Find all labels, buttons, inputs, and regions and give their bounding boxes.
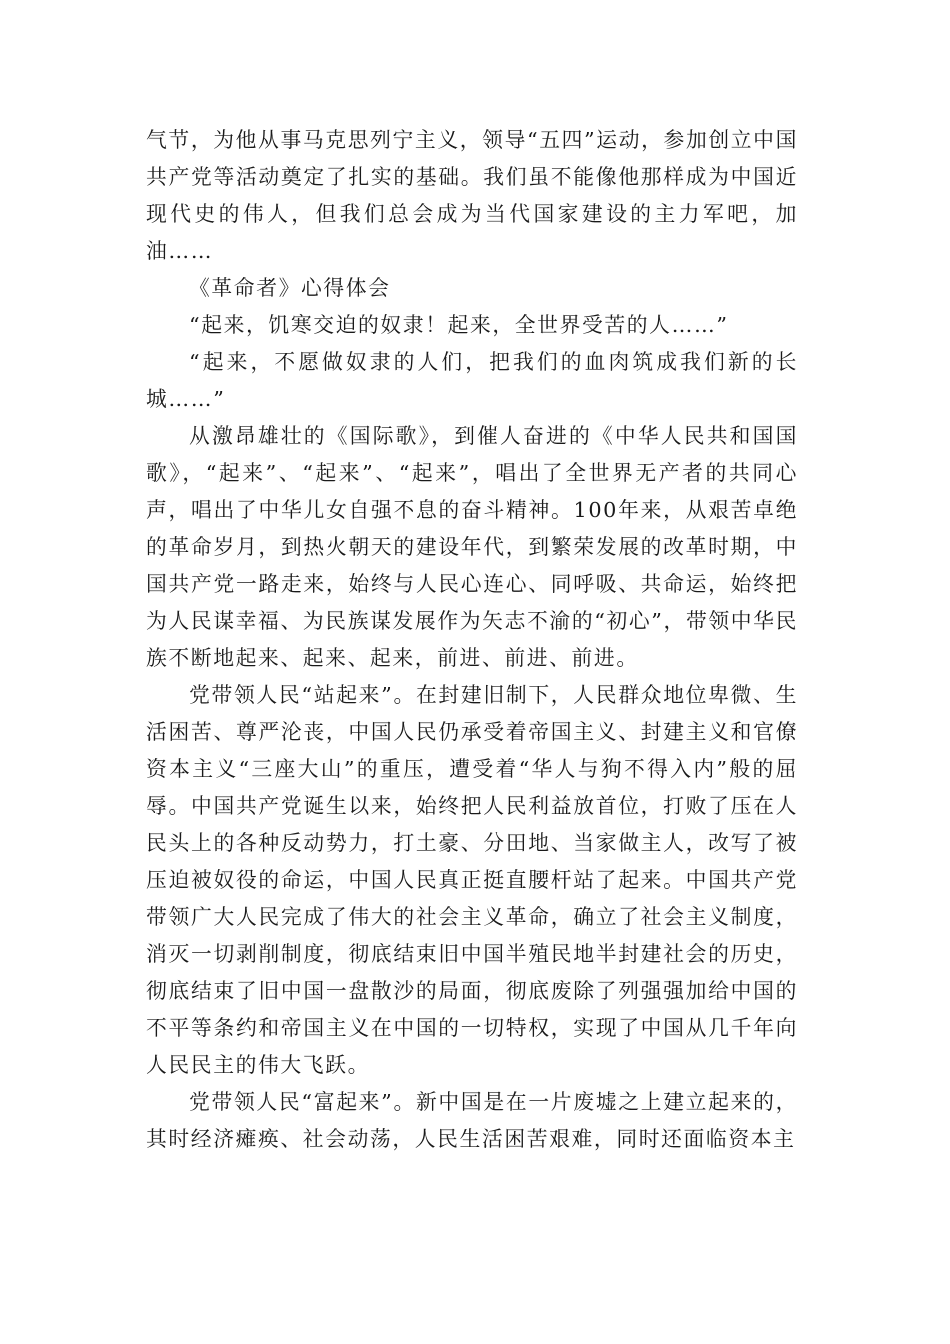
- quote-internationale: “起来，饥寒交迫的奴隶！起来，全世界受苦的人……”: [189, 313, 729, 337]
- section-title: 《革命者》心得体会: [189, 276, 391, 300]
- paragraph-stand-up: 党带领人民“站起来”。在封建旧制下，人民群众地位卑微、生活困苦、尊严沦丧，中国人民仍承受着帝国主义、封建主义和官僚资本主义“三座大山”的重压，遭受着“华人与狗不得入内”般的屈辱。中国共产党诞生以来，始终把人民利益放首位，打败了压在人民头上的各种反动势力，打土豪、分田地、当家做主人，改写了被压迫被奴役的命运，中国人民真正挺直腰杆站了起来。中国共产党带领广大人民完成了伟大的社会主义革命，确立了社会主义制度，消灭一切剥削制度，彻底结束旧中国半殖民地半封建社会的历史，彻底结束了旧中国一盘散沙的局面，彻底废除了列强强加给中国的不平等条约和帝国主义在中国的一切特权，实现了中国从几千年向人民民主的伟大飞跃。: [146, 683, 798, 1077]
- paragraph-intro: 从激昂雄壮的《国际歌》，到催人奋进的《中华人民共和国国歌》，“起来”、“起来”、“起来”，唱出了全世界无产者的共同心声，唱出了中华儿女自强不息的奋斗精神。100年来，从艰苦卓绝的革命岁月，到热火朝天的建设年代，到繁荣发展的改革时期，中国共产党一路走来，始终与人民心连心、同呼吸、共命运，始终把为人民谋幸福、为民族谋发展作为矢志不渝的“初心”，带领中华民族不断地起来、起来、起来，前进、前进、前进。: [146, 424, 798, 670]
- document-page: [146, 122, 798, 1158]
- paragraph-get-rich: 党带领人民“富起来”。新中国是在一片废墟之上建立起来的，其时经济瘫痪、社会动荡，人民生活困苦艰难，同时还面临资本主: [146, 1090, 798, 1151]
- paragraph-continuation: 气节，为他从事马克思列宁主义，领导“五四”运动，参加创立中国共产党等活动奠定了扎实的基础。我们虽不能像他那样成为中国近现代史的伟人，但我们总会成为当代国家建设的主力军吧，加油……: [146, 128, 798, 263]
- quote-national-anthem: “起来，不愿做奴隶的人们，把我们的血肉筑成我们新的长城……”: [146, 350, 798, 411]
